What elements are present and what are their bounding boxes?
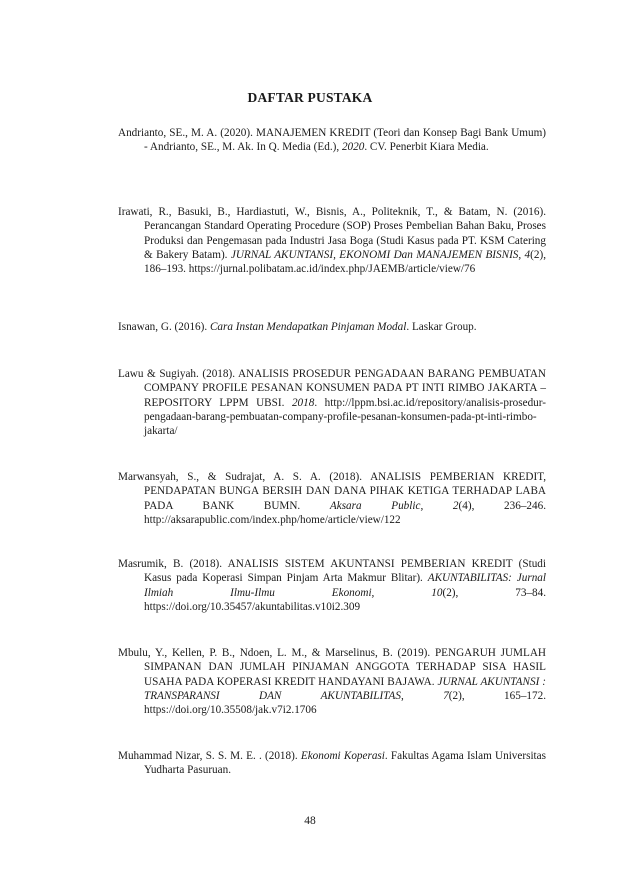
reference-item xyxy=(118,470,546,527)
reference-text: (4), 236–246. http://aksarapublic.com/index.php/home/article/view/122 xyxy=(144,499,546,526)
reference-text: Marwansyah, S., & Sudrajat, A. S. A. (2018). ANALISIS PEMBERIAN KREDIT, PENDAPATAN BUNGA BERSIH DAN DANA PIHAK KETIGA TERHADAP LABA PADA BANK BUMN. xyxy=(118,471,546,512)
reference-italic: Aksara Public, 2 xyxy=(329,499,459,512)
reference-item xyxy=(118,205,546,276)
reference-item xyxy=(118,749,546,778)
reference-text: (2), 73–84. https://doi.org/10.35457/akuntabilitas.v10i2.309 xyxy=(144,586,546,613)
reference-italic: 2020 xyxy=(341,141,365,154)
reference-text: . CV. Penerbit Kiara Media. xyxy=(364,141,489,154)
reference-text: Mbulu, Y., Kellen, P. B., Ndoen, L. M., & Marselinus, B. (2019). PENGARUH JUMLAH SIMPANAN DAN JUMLAH PINJAMAN ANGGOTA TERHADAP SISA HASIL USAHA PADA KOPERASI KREDIT HANDAYANI BAJAWA. xyxy=(118,647,546,688)
reference-text: (2), 165–172. https://doi.org/10.35508/jak.v7i2.1706 xyxy=(144,689,546,717)
reference-text: Muhammad Nizar, S. S. M. E. . (2018). xyxy=(118,750,301,762)
reference-italic: 2018 xyxy=(291,396,315,409)
reference-text: Lawu & Sugiyah. (2018). ANALISIS PROSEDUR PENGADAAN BARANG PEMBUATAN COMPANY PROFILE PESANAN KONSUMEN PADA PT INTI RIMBO JAKARTA – REPOSITORY LPPM UBSI. xyxy=(118,368,546,409)
reference-text: Irawati, R., Basuki, B., Hardiastuti, W., Bisnis, A., Politeknik, T., & Batam, N. (2016). Perancangan Standard Operating Procedure (SOP) Proses Pembelian Bahan Baku, Proses Produksi dan Pengemasan pada Industri Jasa Boga (Studi Kasus pada PT. KSM Catering & Bakery Batam). xyxy=(118,206,546,261)
reference-text: Isnawan, G. (2016). xyxy=(118,321,210,333)
reference-item xyxy=(118,646,546,717)
reference-italic: Ekonomi Koperasi xyxy=(300,750,385,762)
reference-item xyxy=(118,367,546,438)
reference-text: . Laskar Group. xyxy=(406,321,477,333)
reference-text: Masrumik, B. (2018). ANALISIS SISTEM AKUNTANSI PEMBERIAN KREDIT (Studi Kasus pada Koperasi Simpan Pinjam Arta Makmur Blitar). xyxy=(118,558,546,585)
reference-text: . Fakultas Agama Islam Universitas Yudharta Pasuruan. xyxy=(144,750,546,777)
reference-italic: AKUNTABILITAS: Jurnal Ilmiah Ilmu-Ilmu Ekonomi, 10 xyxy=(144,572,546,599)
page-title: DAFTAR PUSTAKA xyxy=(247,90,373,105)
reference-item xyxy=(118,126,546,155)
reference-item xyxy=(118,320,546,334)
reference-italic: Cara Instan Mendapatkan Pinjaman Modal xyxy=(209,321,407,333)
reference-item xyxy=(118,557,546,614)
page-number: 48 xyxy=(304,815,316,827)
reference-text: Andrianto, SE., M. A. (2020). MANAJEMEN KREDIT (Teori dan Konsep Bagi Bank Umum) - Andrianto, SE., M. Ak. In Q. Media (Ed.), xyxy=(118,127,546,154)
reference-text: (2), 186–193. https://jurnal.polibatam.ac.id/index.php/JAEMB/article/view/76 xyxy=(144,248,546,276)
reference-italic: JURNAL AKUNTANSI : TRANSPARANSI DAN AKUNTABILITAS, 7 xyxy=(144,675,546,702)
reference-text: . http://lppm.bsi.ac.id/repository/analisis-prosedur-pengadaan-barang-pembuatan-company-profile-pesanan-konsumen-pada-pt-inti-rimbo-jakarta/ xyxy=(144,396,546,438)
reference-italic: JURNAL AKUNTANSI, EKONOMI Dan MANAJEMEN BISNIS, 4 xyxy=(230,248,531,261)
